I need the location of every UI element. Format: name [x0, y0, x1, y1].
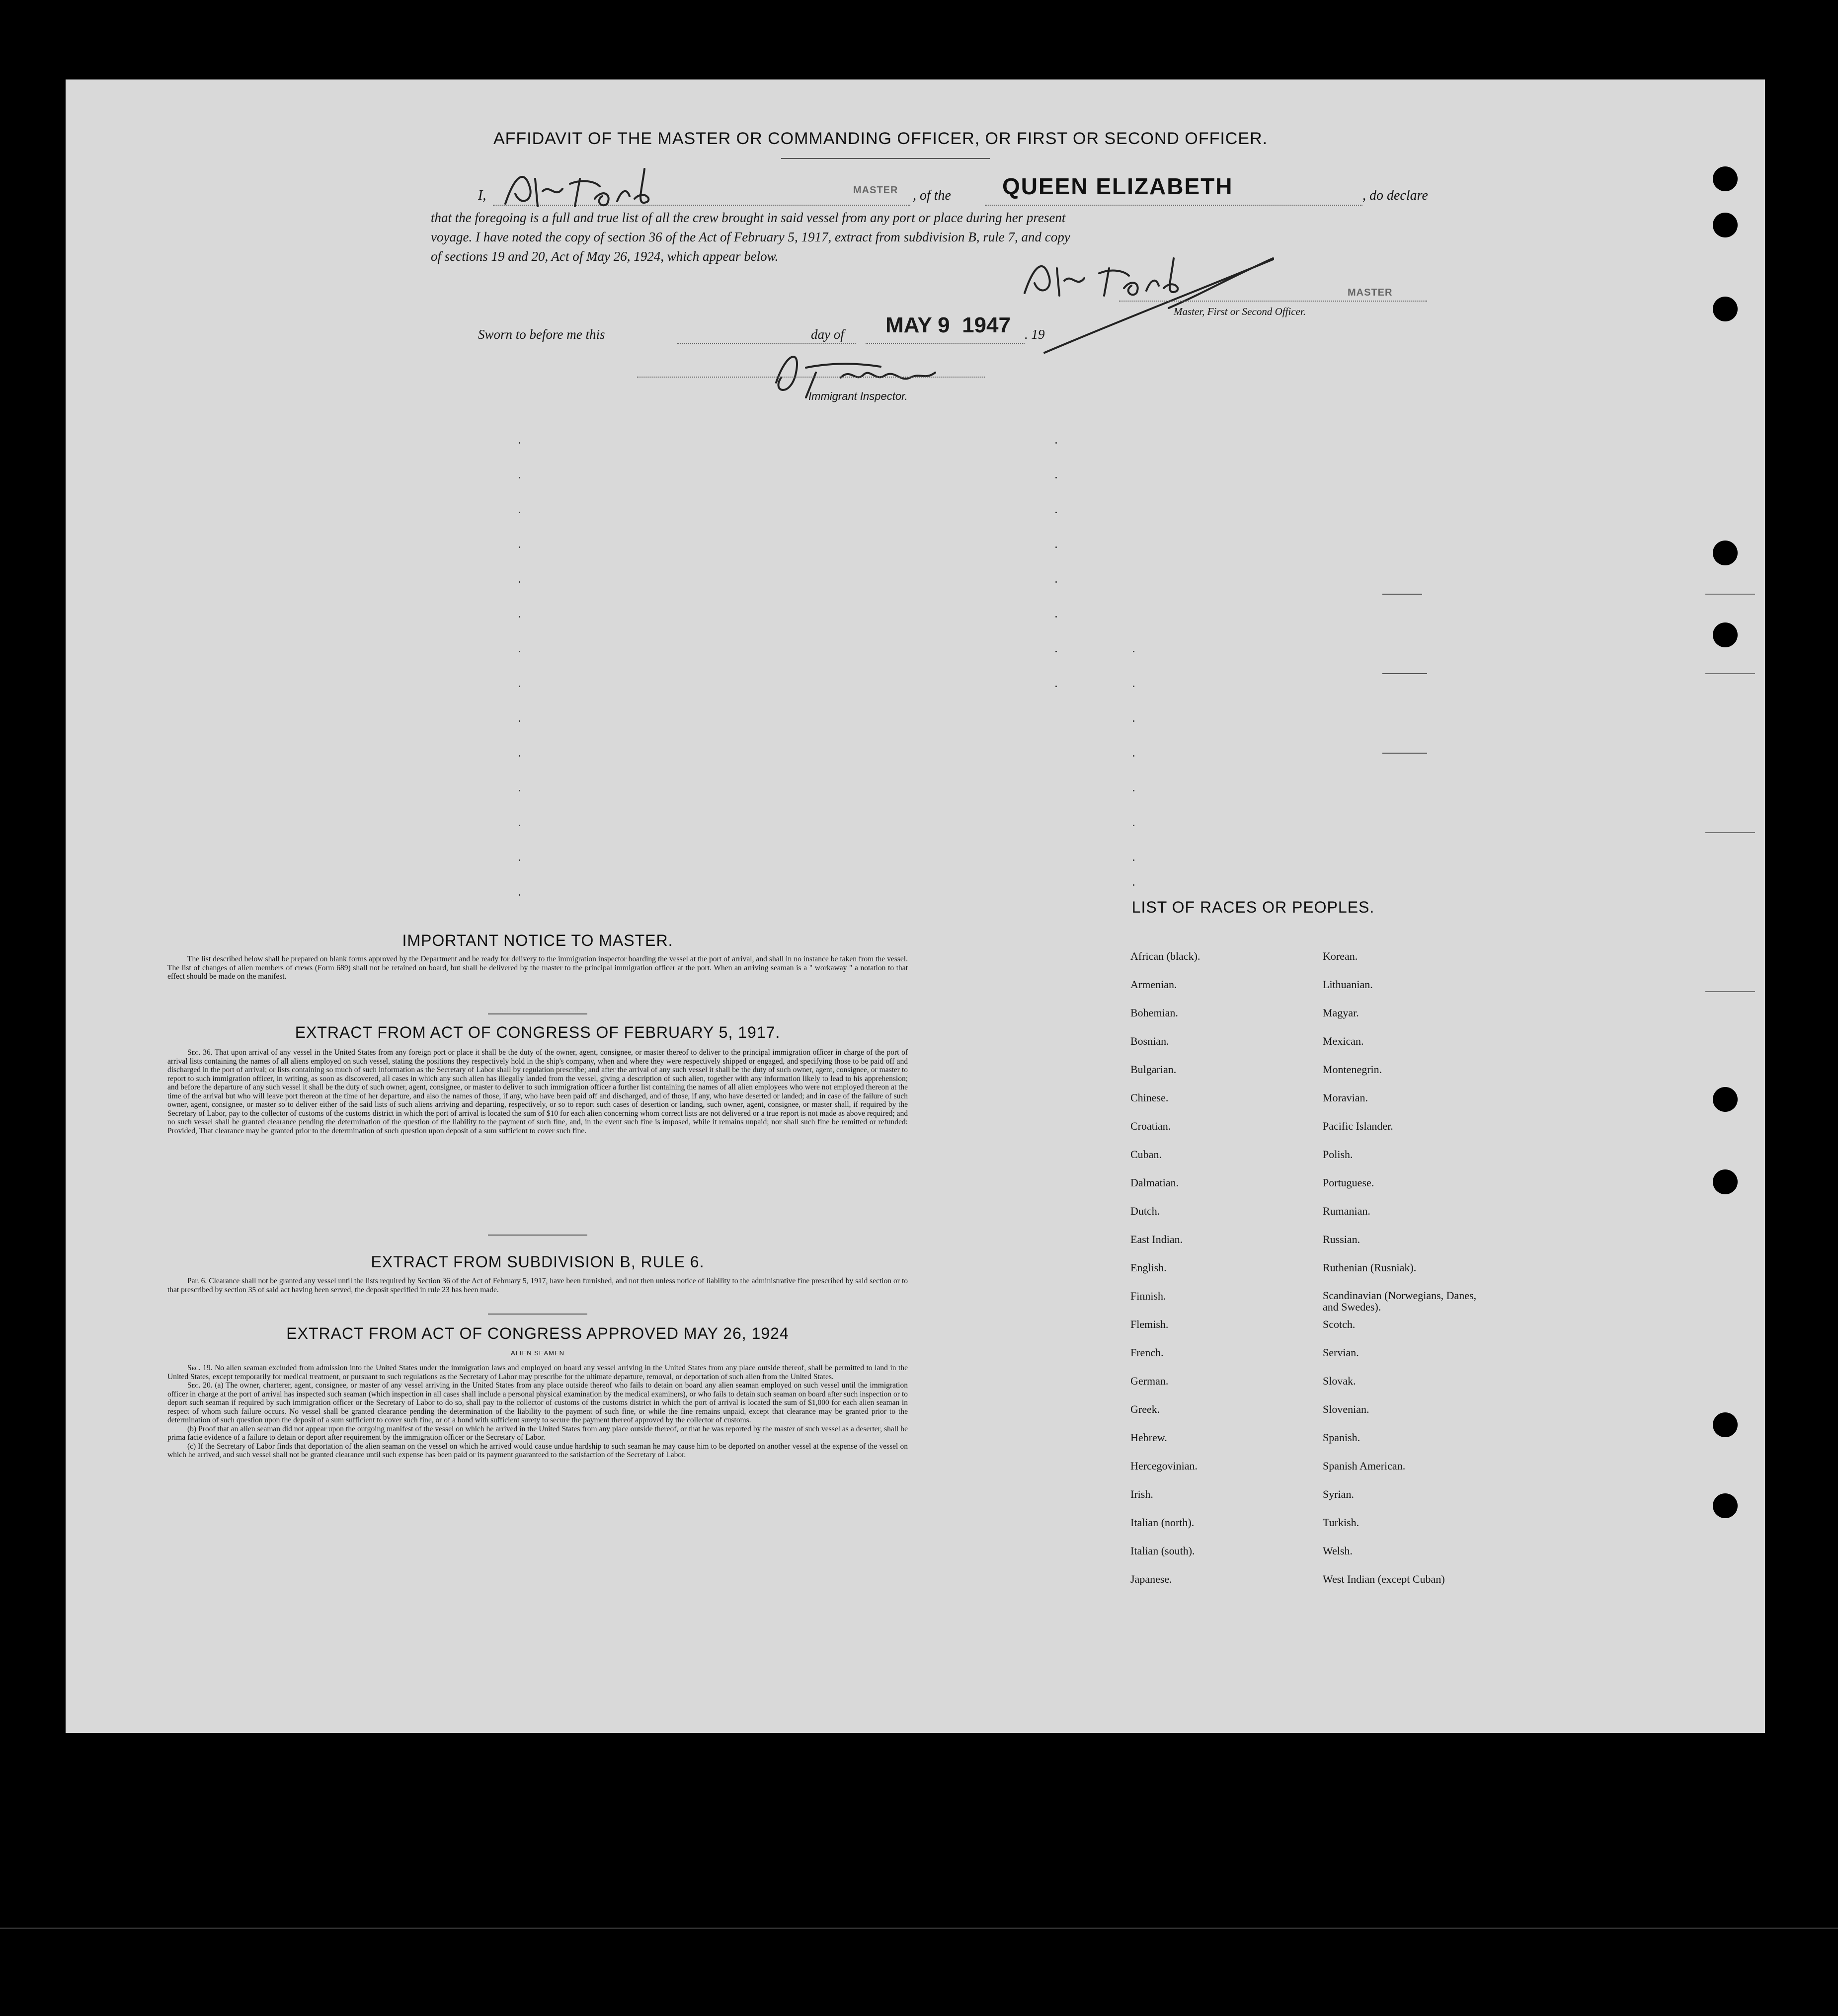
sec-19-text: No alien seaman excluded from admission into the United States under the immigration laws and employed on board any vessel arriving in the United States from any place outside thereof, shall be permitted to land in the United States, except temporarily for medical treatment, or pursuant to such regulations as the Secretary of Labor may prescribe for the ultimate departure, removal, or deportation of such alien from the United States. — [167, 1364, 908, 1381]
race-item: Flemish. — [1130, 1318, 1169, 1330]
race-item: Dutch. — [1130, 1205, 1160, 1217]
race-item: Armenian. — [1130, 978, 1177, 991]
bleed-line — [1382, 594, 1422, 595]
race-item: Syrian. — [1323, 1488, 1354, 1500]
punch-hole — [1713, 622, 1738, 647]
affidavit-title: AFFIDAVIT OF THE MASTER OR COMMANDING OFFICER, OR FIRST OR SECOND OFFICER. — [493, 129, 1268, 148]
extract-1917-title: EXTRACT FROM ACT OF CONGRESS OF FEBRUARY 5, 1917. — [295, 1023, 781, 1041]
affidavit-line4: of sections 19 and 20, Act of May 26, 1924, which appear below. — [431, 249, 779, 264]
race-item: Magyar. — [1323, 1007, 1359, 1019]
race-item: Servian. — [1323, 1346, 1359, 1359]
punch-hole — [1713, 1493, 1738, 1518]
officer-caption: Master, First or Second Officer. — [1174, 306, 1306, 317]
race-item: Bulgarian. — [1130, 1063, 1177, 1076]
vessel-fill-line — [985, 205, 1362, 206]
inspector-caption: Immigrant Inspector. — [808, 390, 908, 402]
sec-20-label: Sec. 20. — [187, 1381, 213, 1390]
race-item: English. — [1130, 1261, 1167, 1274]
race-item: German. — [1130, 1375, 1169, 1387]
punch-hole — [1713, 297, 1738, 321]
sec-36-label: Sec. 36. — [187, 1048, 213, 1057]
race-item: Turkish. — [1323, 1516, 1359, 1529]
extract-1924-title: EXTRACT FROM ACT OF CONGRESS APPROVED MAY 26, 1924 — [286, 1324, 789, 1342]
extract-1924-body — [167, 1364, 908, 1460]
bleed-line — [1705, 673, 1755, 674]
race-item: Mexican. — [1323, 1035, 1364, 1047]
race-item: Polish. — [1323, 1148, 1353, 1161]
race-item: Bosnian. — [1130, 1035, 1169, 1047]
race-item: Greek. — [1130, 1403, 1160, 1415]
race-item: Montenegrin. — [1323, 1063, 1382, 1076]
rule6-divider — [488, 1314, 587, 1315]
race-item: Portuguese. — [1323, 1176, 1374, 1189]
sec-20c-text: (c) If the Secretary of Labor finds that deportation of the alien seaman on the vessel on which he arrived would cause undue hardship to such seaman he may cause him to be deported on another vessel at the expense of the vessel on which he arrived, and such vessel shall not be granted clearance until such expense has been paid or its payment guaranteed to the satisfaction of the Secretary of Labor. — [167, 1442, 908, 1459]
handwritten-signature-officer — [1015, 248, 1293, 358]
race-item: Croatian. — [1130, 1120, 1171, 1132]
master-stamp: MASTER — [853, 185, 898, 196]
do-declare-text: , do declare — [1362, 188, 1428, 203]
race-item: Italian (south). — [1130, 1545, 1195, 1557]
race-item: Scandinavian (Norwegians, Danes, and Swedes). — [1323, 1289, 1477, 1313]
title-underline — [781, 158, 990, 159]
alien-seamen-subtitle: ALIEN SEAMEN — [510, 1349, 565, 1357]
par-6-label: Par. 6. — [187, 1277, 207, 1285]
race-item: West Indian (except Cuban) — [1323, 1573, 1445, 1585]
race-item: Japanese. — [1130, 1573, 1172, 1585]
affidavit-line1-prefix: I, — [478, 188, 486, 203]
par-6-text: Clearance shall not be granted any vessel until the lists required by Section 36 of the Act of February 5, 1917, have been furnished, and not then unless notice of liability to the administrative fine prescribed by said section or to that prescribed by section 35 of said act having been served, the deposit specified in rule 23 has been made. — [167, 1277, 908, 1294]
race-item: Hebrew. — [1130, 1431, 1167, 1444]
bleed-line — [1705, 832, 1755, 833]
punch-hole — [1713, 541, 1738, 565]
punch-hole — [1713, 1169, 1738, 1194]
race-item: Slovenian. — [1323, 1403, 1369, 1415]
handwritten-signature-master — [495, 159, 674, 219]
extract-1917-body — [167, 1048, 908, 1135]
punch-hole — [1713, 1087, 1738, 1112]
extract-rule6-body — [167, 1277, 908, 1294]
punch-hole — [1713, 213, 1738, 237]
notice-text: The list described below shall be prepared on blank forms approved by the Department and be ready for delivery to the immigration inspector boarding the vessel at the port of arrival, and shall in no instance be taken from the vessel. The list of changes of alien members of crews (Form 689) shall not be retained on board, but shall be delivered by the master to the principal immigration officer at the port. When an arriving seaman is a " workaway " a notation to that effect should be made on the manifest. — [167, 955, 908, 981]
race-item: Rumanian. — [1323, 1205, 1370, 1217]
affidavit-line3: voyage. I have noted the copy of section 36 of the Act of February 5, 1917, extract from subdivision B, rule 7, and copy — [431, 230, 1070, 244]
inspector-fill-line — [637, 377, 985, 378]
race-item: Finnish. — [1130, 1290, 1166, 1302]
race-item: Cuban. — [1130, 1148, 1162, 1161]
of-the-text: , of the — [913, 188, 951, 203]
race-item: Dalmatian. — [1130, 1176, 1179, 1189]
race-item: Pacific Islander. — [1323, 1120, 1393, 1132]
year-suffix: . 19 — [1025, 327, 1045, 342]
race-item: Korean. — [1323, 950, 1358, 962]
sec-20b-text: (b) Proof that an alien seaman did not appear upon the outgoing manifest of the vessel on which he arrived in the United States from any place outside thereof, or that he was reported by the master of such vessel as a deserter, shall be prima facie evidence of a failure to detain or deport after requirement by the immigration officer or the Secretary of Labor. — [167, 1424, 908, 1442]
bleed-line — [1705, 991, 1755, 992]
race-item: Scotch. — [1323, 1318, 1356, 1330]
notice-title: IMPORTANT NOTICE TO MASTER. — [402, 931, 673, 949]
bleed-line — [1382, 673, 1427, 674]
race-item: Spanish. — [1323, 1431, 1360, 1444]
race-item: Ruthenian (Rusniak). — [1323, 1261, 1417, 1274]
scan-edge-line — [0, 1928, 1838, 1929]
race-item: Welsh. — [1323, 1545, 1353, 1557]
notice-divider — [488, 1013, 587, 1014]
race-item: Chinese. — [1130, 1091, 1169, 1104]
race-item: African (black). — [1130, 950, 1200, 962]
race-item: French. — [1130, 1346, 1164, 1359]
sworn-text: Sworn to before me this — [478, 327, 605, 342]
sec-19-label: Sec. 19. — [187, 1364, 213, 1372]
punch-hole — [1713, 166, 1738, 191]
race-item: Hercegovinian. — [1130, 1460, 1198, 1472]
race-item: Spanish American. — [1323, 1460, 1406, 1472]
punch-hole — [1713, 1412, 1738, 1437]
races-right-column — [1323, 950, 1521, 1601]
master-stamp-2: MASTER — [1348, 287, 1393, 298]
vessel-name: QUEEN ELIZABETH — [1002, 173, 1233, 199]
bleed-line — [1382, 753, 1427, 754]
day-of-text: day of — [811, 327, 844, 342]
race-item: Moravian. — [1323, 1091, 1368, 1104]
sec-20a-text: (a) The owner, charterer, agent, consignee, or master of any vessel arriving in the United States from any place outside thereof who fails to detain on board any alien seaman employed on such vessel until the immigration officer in charge at the port of arrival has inspected such seaman (which inspection in all cases shall include a personal physical examination by the medical examiners), or who fails to detain such seaman on board after such inspection or to deport such seaman if required by such immigration officer or the Secretary of Labor to do so, shall pay to the collector of customs of the customs district in which the port of arrival is located the sum of $1,000 for each alien seaman in respect of whom such failure occurs. No vessel shall be granted clearance pending the determination of the liability to the payment of such fine, or while the fine remains unpaid, except that clearance may be granted prior to the determination of such question upon the deposit of a sum sufficient to cover such fine, or of a bond with sufficient surety to secure the payment thereof approved by the collector of customs. — [167, 1381, 908, 1424]
race-item: Slovak. — [1323, 1375, 1356, 1387]
affidavit-line2: that the foregoing is a full and true list of all the crew brought in said vessel from any port or place during her present — [431, 210, 1066, 225]
race-item: Bohemian. — [1130, 1007, 1178, 1019]
races-title: LIST OF RACES OR PEOPLES. — [1131, 898, 1375, 916]
races-left-column — [1130, 950, 1309, 1601]
bleed-line — [1705, 594, 1755, 595]
sec-36-text: That upon arrival of any vessel in the United States from any foreign port or place it shall be the duty of the owner, agent, consignee, or master thereof to deliver to the principal immigration officer in charge of the port of arrival lists containing the names of all aliens employed on such vessel, stating the positions they respectively hold in the ship's company, when and where they were respectively shipped or engaged, and specifying those to be paid off and discharged in the port of arrival; or lists containing so much of such information as the Secretary of Labor shall by regulation prescribe; and after the arrival of any such vessel it shall be the duty of such owner, agent, consignee, or master to report to such immigration officer, in writing, as soon as discovered, all cases in which any such alien has illegally landed from the vessel, giving a description of such alien, together with any information likely to lead to his apprehension; and before the departure of any such vessel it shall be the duty of such owner, agent, consignee, or master to deliver to such immigration officer a further list containing the names of all alien employees who were not employed thereon at the time of the arrival but who will leave port thereon at the time of her departure, and also the names of those, if any, who have been paid off and discharged, and of those, if any, who have deserted or landed; and in case of the failure of such owner, agent, consignee, or master so to deliver either of the said lists of such aliens arriving and departing, respectively, or so to report such cases of desertion or landing, such owner, agent, consignee, or master shall, if required by the Secretary of Labor, pay to the collector of customs of the customs district in which the port of arrival is located the sum of $10 for each alien concerning whom correct lists are not delivered or a true report is not made as above required; and no such vessel shall be granted clearance pending the determination of the question of the liability to the payment of such fine, and, in the event such fine is imposed, while it remains unpaid; nor shall such fine be remitted or refunded: Provided, That clearance may be granted prior to the determination of such question upon deposit of a sum sufficient to cover such fine. — [167, 1048, 908, 1135]
document-page — [66, 79, 1765, 1733]
race-item: Italian (north). — [1130, 1516, 1195, 1529]
race-item: Russian. — [1323, 1233, 1360, 1245]
extract-rule6-title: EXTRACT FROM SUBDIVISION B, RULE 6. — [371, 1253, 705, 1271]
race-item: Lithuanian. — [1323, 978, 1373, 991]
race-item: Irish. — [1130, 1488, 1153, 1500]
date-stamp: MAY 9 1947 — [885, 313, 1011, 337]
extract-1917-divider — [488, 1235, 587, 1236]
officer-fill-line — [1119, 301, 1427, 302]
race-item: East Indian. — [1130, 1233, 1183, 1245]
